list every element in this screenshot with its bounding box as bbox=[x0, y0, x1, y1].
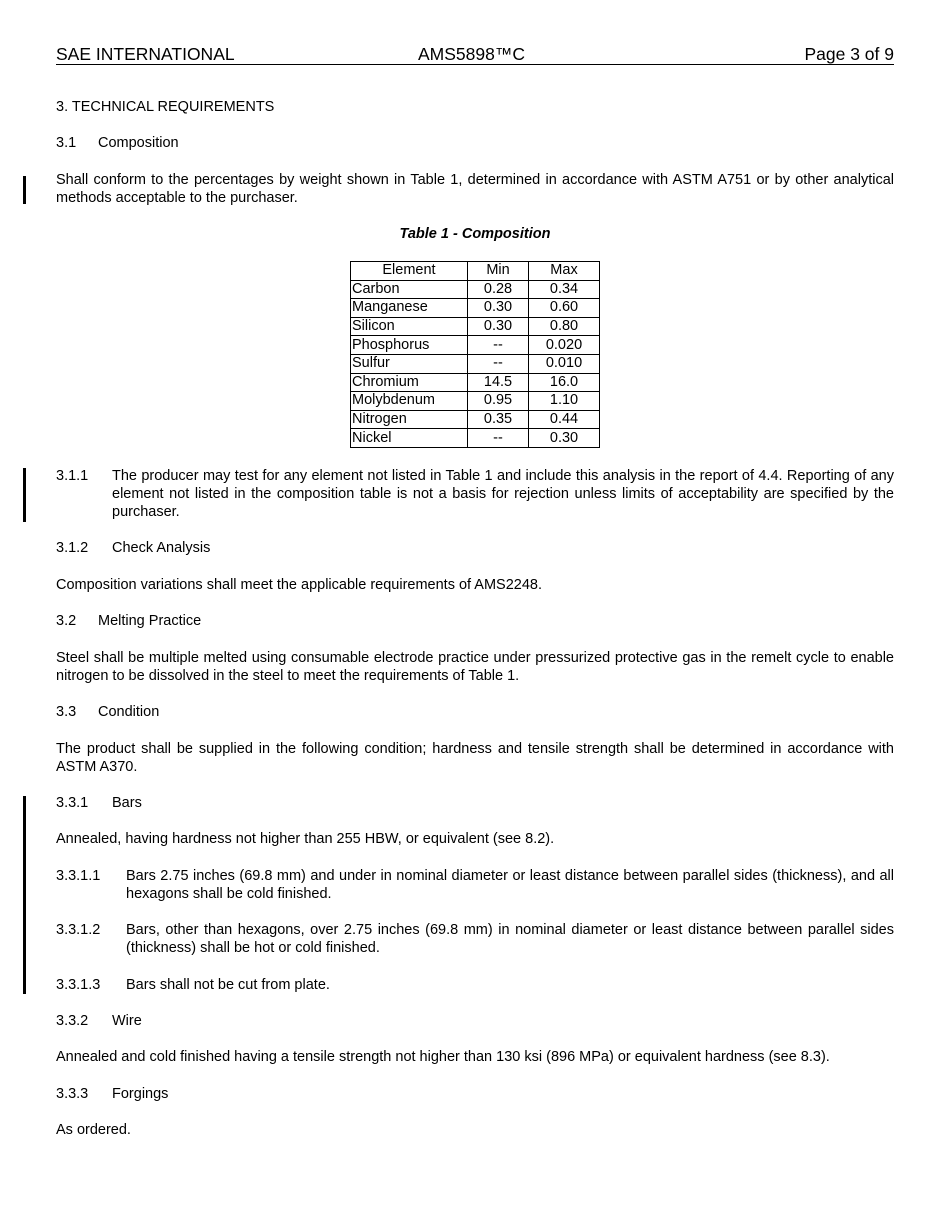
cell-element: Nickel bbox=[351, 429, 468, 448]
table-row bbox=[351, 373, 600, 392]
section-body: Bars, other than hexagons, over 2.75 inches (69.8 mm) in nominal diameter or least distance between parallel sides (thickness) shall be hot or cold finished. bbox=[126, 922, 894, 957]
cell-max: 1.10 bbox=[529, 392, 600, 411]
column-header-element: Element bbox=[351, 262, 468, 281]
section-3-2-heading bbox=[56, 612, 894, 630]
cell-element: Nitrogen bbox=[351, 410, 468, 429]
cell-min: -- bbox=[468, 354, 529, 373]
section-3-3-heading bbox=[56, 703, 894, 721]
section-3-1-2-body: Composition variations shall meet the applicable requirements of AMS2248. bbox=[56, 577, 543, 593]
section-title: Forgings bbox=[112, 1086, 169, 1102]
cell-element: Chromium bbox=[351, 373, 468, 392]
table-row bbox=[351, 336, 600, 355]
cell-min: 0.28 bbox=[468, 280, 529, 299]
cell-min: -- bbox=[468, 336, 529, 355]
cell-element: Phosphorus bbox=[351, 336, 468, 355]
page-header bbox=[56, 44, 894, 65]
cell-min: 0.30 bbox=[468, 299, 529, 318]
table-row bbox=[351, 429, 600, 448]
section-title: Composition bbox=[98, 135, 179, 151]
cell-min: 0.30 bbox=[468, 317, 529, 336]
section-3-1-1 bbox=[56, 467, 894, 522]
section-body: Bars shall not be cut from plate. bbox=[126, 977, 330, 993]
cell-element: Carbon bbox=[351, 280, 468, 299]
section-3-3-3-heading bbox=[56, 1085, 894, 1103]
section-3-1-2-heading bbox=[56, 539, 894, 557]
section-3-2-body: Steel shall be multiple melted using consumable electrode practice under pressurized protective gas in the remelt cycle to enable nitrogen to be dissolved in the steel to meet the requirements of Table 1. bbox=[56, 650, 894, 685]
header-doc-number: AMS5898™C bbox=[418, 44, 525, 64]
header-org: SAE INTERNATIONAL bbox=[56, 44, 235, 64]
section-3-3-2-body: Annealed and cold finished having a tensile strength not higher than 130 ksi (896 MPa) or equivalent hardness (see 8.3). bbox=[56, 1049, 830, 1065]
section-number: 3.1 bbox=[56, 135, 77, 151]
cell-max: 0.80 bbox=[529, 317, 600, 336]
cell-min: 14.5 bbox=[468, 373, 529, 392]
section-number: 3.3 bbox=[56, 704, 77, 720]
table-row bbox=[351, 299, 600, 318]
cell-element: Silicon bbox=[351, 317, 468, 336]
section-title: Wire bbox=[112, 1013, 142, 1029]
section-title: Melting Practice bbox=[98, 613, 202, 629]
section-title: Bars bbox=[112, 795, 142, 811]
section-number: 3.3.2 bbox=[56, 1013, 89, 1029]
section-number: 3.2 bbox=[56, 613, 77, 629]
composition-table bbox=[350, 261, 600, 448]
section-3-1-body: Shall conform to the percentages by weight shown in Table 1, determined in accordance with ASTM A751 or by other analytical methods acceptable to the purchaser. bbox=[56, 172, 894, 207]
cell-max: 0.34 bbox=[529, 280, 600, 299]
section-number: 3.3.3 bbox=[56, 1086, 89, 1102]
column-header-max: Max bbox=[529, 262, 600, 281]
revision-bar bbox=[23, 468, 26, 522]
section-body: The producer may test for any element not listed in Table 1 and include this analysis in the report of 4.4. Reporting of any element not listed in the composition table is not a basis for rejection unless limits of acceptability are specified by the purchaser. bbox=[112, 468, 894, 521]
column-header-min: Min bbox=[468, 262, 529, 281]
header-page-number: Page 3 of 9 bbox=[804, 44, 894, 64]
section-title: Check Analysis bbox=[112, 540, 211, 556]
cell-element: Manganese bbox=[351, 299, 468, 318]
revision-bar bbox=[23, 796, 26, 994]
cell-min: 0.35 bbox=[468, 410, 529, 429]
section-3-3-1-3 bbox=[56, 976, 894, 994]
section-3-1-heading bbox=[56, 134, 894, 152]
cell-max: 0.44 bbox=[529, 410, 600, 429]
table-row bbox=[351, 392, 600, 411]
section-number: 3.3.1.1 bbox=[56, 868, 101, 884]
section-3-heading: 3. TECHNICAL REQUIREMENTS bbox=[56, 99, 275, 115]
revision-bar bbox=[23, 176, 26, 204]
cell-min: -- bbox=[468, 429, 529, 448]
cell-min: 0.95 bbox=[468, 392, 529, 411]
section-number: 3.1.1 bbox=[56, 468, 89, 484]
table-row bbox=[351, 317, 600, 336]
section-3-3-body: The product shall be supplied in the following condition; hardness and tensile strength shall be determined in accordance with ASTM A370. bbox=[56, 741, 894, 776]
section-number: 3.3.1.2 bbox=[56, 922, 101, 938]
section-3-3-1-body: Annealed, having hardness not higher than 255 HBW, or equivalent (see 8.2). bbox=[56, 831, 555, 847]
cell-max: 0.010 bbox=[529, 354, 600, 373]
cell-max: 0.60 bbox=[529, 299, 600, 318]
cell-max: 0.30 bbox=[529, 429, 600, 448]
section-3-3-1-1 bbox=[56, 867, 894, 903]
table-row bbox=[351, 354, 600, 373]
cell-max: 16.0 bbox=[529, 373, 600, 392]
section-3-3-2-heading bbox=[56, 1012, 894, 1030]
table-header-row bbox=[351, 262, 600, 281]
cell-max: 0.020 bbox=[529, 336, 600, 355]
section-3-3-3-body: As ordered. bbox=[56, 1122, 131, 1138]
table-row bbox=[351, 280, 600, 299]
section-number: 3.3.1.3 bbox=[56, 977, 101, 993]
table-caption: Table 1 - Composition bbox=[399, 226, 551, 242]
section-number: 3.3.1 bbox=[56, 795, 89, 811]
section-title: Condition bbox=[98, 704, 160, 720]
section-number: 3.1.2 bbox=[56, 540, 89, 556]
cell-element: Molybdenum bbox=[351, 392, 468, 411]
section-body: Bars 2.75 inches (69.8 mm) and under in nominal diameter or least distance between parallel sides (thickness), and all hexagons shall be cold finished. bbox=[126, 868, 894, 903]
cell-element: Sulfur bbox=[351, 354, 468, 373]
section-3-3-1-2 bbox=[56, 921, 894, 957]
table-row bbox=[351, 410, 600, 429]
section-3-3-1-heading bbox=[56, 794, 894, 812]
